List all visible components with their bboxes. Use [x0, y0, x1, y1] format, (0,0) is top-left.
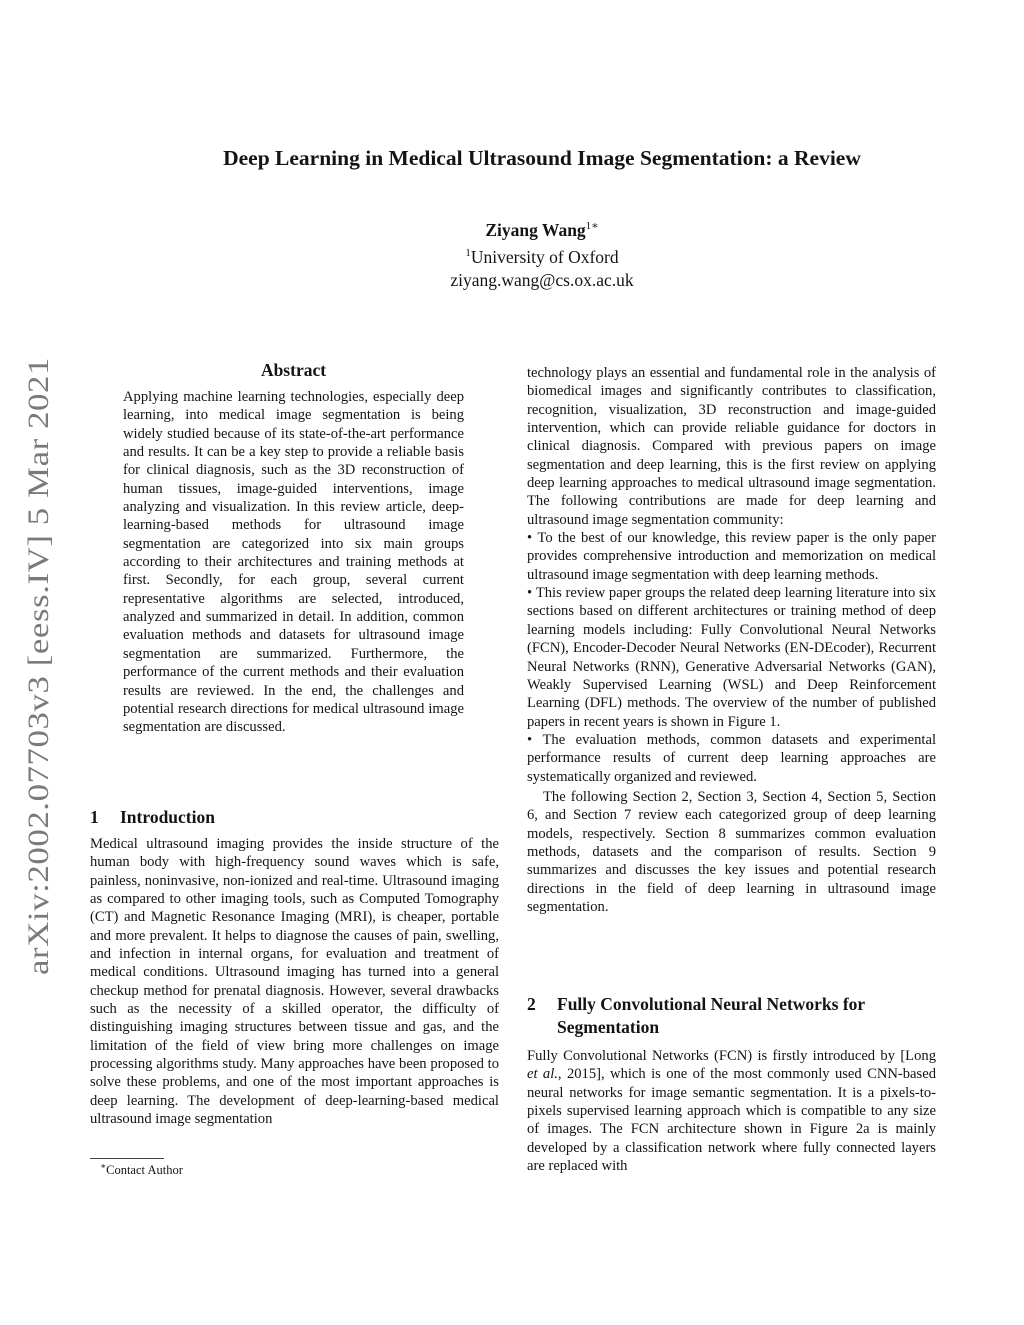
right-column: [527, 364, 936, 916]
section-number: 1: [90, 807, 99, 827]
arxiv-stamp-text: arXiv:2002.07703v3 [eess.IV] 5 Mar 2021: [22, 442, 55, 975]
footnote-rule: [90, 1158, 164, 1159]
section-overview-text: The following Section 2, Section 3, Section 4, Section 5, Section 6, and Section 7 review each categorized group of deep learning models, respectively. Section 8 summarizes common evaluation methods, datasets and the comparison of results. Section 9 summarizes and discusses the key issues and potential research directions in the field of deep learning in ultrasound image segmentation.: [527, 788, 936, 915]
citation-etal: et al.: [527, 1066, 558, 1083]
footnote: [100, 1161, 183, 1178]
paper-title: Deep Learning in Medical Ultrasound Image Segmentation: a Review: [223, 146, 861, 170]
author-block: [0, 215, 1024, 292]
author-marks: 1∗: [585, 220, 599, 232]
author-affiliation: University of Oxford: [470, 246, 619, 267]
section-title: Fully Convolutional Neural Networks for Segmentation: [557, 994, 865, 1037]
introduction-heading: [90, 806, 499, 829]
footnote-mark: ∗: [100, 1161, 107, 1171]
section-2-heading: [527, 993, 936, 1039]
introduction-text: Medical ultrasound imaging provides the inside structure of the human body with high-frequency sound waves which is safe, painless, noninvasive, non-ionized and real-time. Ultrasound imaging as compared to other imaging tools, such as Computed Tomography (CT) and Magnetic Resonance Imaging (MRI), is cheaper, portable and more prevalent. It helps to diagnose the causes of pain, swelling, and infection in internal organs, for evaluation and treatment of medical conditions. Ultrasound imaging has turned into a general checkup method for prenatal diagnosis. However, several drawbacks such as the necessity of a skilled operator, the difficulty of distinguishing imaging structures between tissue and gas, and the limitation of the field of view bring more challenges on image processing algorithms study. Many approaches have been proposed to solve these problems, and one of the most important approaches is deep learning. The development of deep-learning-based medical ultrasound image segmentation: [90, 836, 499, 1128]
section-number: 2: [527, 994, 536, 1014]
contribution-bullet: • This review paper groups the related deep learning literature into six sections based on different architectures or training method of deep learning models including: Fully Convolutional Neural Networks (FCN), Encoder-Decoder Neural Networks (EN-DEcoder), Recurrent Neural Networks (RNN), Generative Adversarial Networks (GAN), Weakly Supervised Learning (WSL) and Deep Reinforcement Learning (DFL) methods. The overview of the number of published papers in recent years is shown in Figure 1.: [527, 584, 936, 731]
intro-continued-text: technology plays an essential and fundamental role in the analysis of biomedical images and significantly contributes to classification, recognition, visualization, 3D reconstruction and image-guided intervention, which can provide reliable guidance for doctors in clinical diagnosis. Compared with previous papers on image segmentation and deep learning, this is the first review on applying deep learning approaches to medical ultrasound image segmentation. The following contributions are made for deep learning and ultrasound image segmentation community:: [527, 365, 936, 528]
footnote-text: Contact Author: [106, 1163, 183, 1178]
arxiv-stamp: [14, 355, 58, 975]
author-name: Ziyang Wang: [485, 219, 586, 240]
section-title: Introduction: [120, 807, 215, 827]
section-2-text-part: , 2015], which is one of the most commonly used CNN-based neural networks for image semantic segmentation. It is a pixels-to-pixels supervised learning approach which is compatible to any size of images. The FCN architecture shown in Figure 2a is mainly developed by a classification network where fully connected layers are replaced with: [527, 1066, 936, 1175]
abstract-heading: Abstract: [260, 360, 327, 380]
section-2-text-part: Fully Convolutional Networks (FCN) is firstly introduced by [Long: [527, 1048, 936, 1064]
section-2: [527, 993, 936, 1175]
section-2-text: [527, 1047, 936, 1175]
contribution-bullet: • To the best of our knowledge, this review paper is the only paper provides comprehensive introduction and memorization on medical ultrasound image segmentation with deep learning methods.: [527, 529, 936, 584]
abstract: [123, 360, 464, 737]
contribution-bullet: • The evaluation methods, common datasets and experimental performance results of current deep learning approaches are systematically organized and reviewed.: [527, 731, 936, 786]
affiliation-mark: 1: [465, 246, 471, 259]
introduction-section: [90, 806, 499, 1129]
abstract-text: Applying machine learning technologies, especially deep learning, into medical image segmentation is being widely studied because of its state-of-the-art performance and results. It can be a key step to provide a reliable basis for clinical diagnosis, such as the 3D reconstruction of human tissues, image-guided interventions, image analyzing and visualization. In this review article, deep-learning-based methods for ultrasound image segmentation are categorized into six main groups according to their architectures and training methods at first. Secondly, for each group, several current representative algorithms are selected, introduced, analyzed and summarized in detail. In addition, common evaluation methods and datasets for ultrasound image segmentation are summarized. Furthermore, the performance of the current methods and their evaluation results are reviewed. In the end, the challenges and potential research directions for medical ultrasound image segmentation are discussed.: [123, 389, 464, 736]
author-email: ziyang.wang@cs.ox.ac.uk: [450, 269, 634, 290]
